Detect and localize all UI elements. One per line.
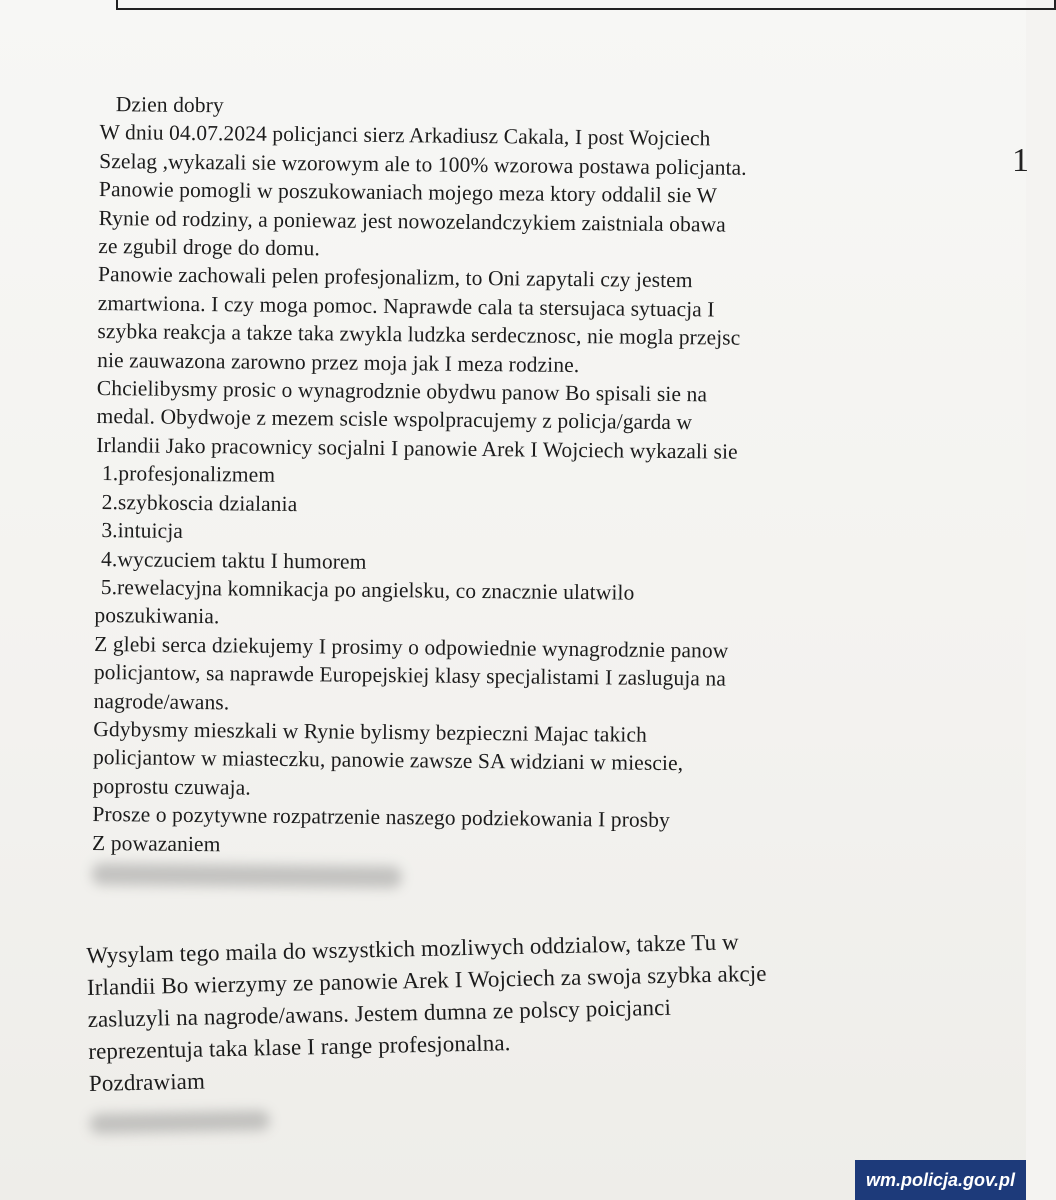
letter-list-item: 5.rewelacyjna komnikacja po angielsku, co znacznie ulatwilo xyxy=(100,574,635,605)
letter-line: nagrode/awans. xyxy=(93,688,230,714)
letter-body xyxy=(92,90,960,899)
watermark-logo: wm.policja.gov.pl xyxy=(855,1160,1026,1200)
letter-line: ze zgubil droge do domu. xyxy=(98,234,321,261)
note-closing: Pozdrawiam xyxy=(88,1068,206,1096)
letter-line: policjantow, sa naprawde Europejskiej klasy specjalistami I zasluguja na xyxy=(93,660,727,691)
letter-line: Rynie od rodziny, a poniewaz jest nowozelandczykiem zaistniala obawa xyxy=(98,205,726,237)
letter-line: Panowie pomogli w poszukowaniach mojego meza ktory oddalil sie W xyxy=(98,177,718,208)
letter-line: Szelag ,wykazali sie wzorowym ale to 100% wzorowa postawa policjanta. xyxy=(99,148,747,180)
forward-note xyxy=(86,922,970,1139)
letter-line: Chcielibysmy prosic o wynagrodznie obydwu panow Bo spisali sie na xyxy=(96,376,708,407)
redacted-signature xyxy=(92,863,402,888)
letter-list-item: 2.szybkoscia dzialania xyxy=(101,489,298,516)
letter-line: poprostu czuwaja. xyxy=(92,773,251,800)
letter-line: Irlandii Jako pracownicy socjalni I panowie Arek I Wojciech wykazali sie xyxy=(96,432,738,464)
redacted-signature xyxy=(90,1110,270,1134)
letter-line: Dzien dobry xyxy=(115,92,224,118)
note-line: Wysylam tego maila do wszystkich mozliwych oddzialow, takze Tu w xyxy=(86,929,739,968)
note-line: Irlandii Bo wierzymy ze panowie Arek I Wojciech za swoja szybka akcje xyxy=(86,960,767,1000)
note-line: reprezentuja taka klase I range profesjonalna. xyxy=(88,1030,511,1064)
letter-line: policjantow w miasteczku, panowie zawsze SA widziani w miescie, xyxy=(92,745,684,776)
letter-line: Prosze o pozytywne rozpatrzenie naszego podziekowania I prosby xyxy=(92,802,671,833)
edge-mark: 1 xyxy=(1012,142,1029,179)
letter-line: Z glebi serca dziekujemy I prosimy o odpowiednie wynagrodznie panow xyxy=(94,631,729,663)
letter-line: szybka reakcja a takze taka zwykla ludzka serdecznosc, nie mogla przejsc xyxy=(97,319,741,350)
note-line: zasluzyli na nagrode/awans. Jestem dumna ze polscy poicjanci xyxy=(87,994,672,1032)
letter-list-item: 4.wyczuciem taktu I humorem xyxy=(100,546,367,574)
letter-line: nie zauwazona zarowno przez moja jak I meza rodzine. xyxy=(97,347,580,377)
letter-line: medal. Obydwoje z mezem scisle wspolpracujemy z policja/garda w xyxy=(96,404,693,435)
top-frame-border xyxy=(116,0,1056,10)
letter-list-item: 3.intuicja xyxy=(101,518,184,543)
letter-line: W dniu 04.07.2024 policjanci sierz Arkadiusz Cakala, I post Wojciech xyxy=(99,120,711,151)
letter-line: Panowie zachowali pelen profesjonalizm, to Oni zapytali czy jestem xyxy=(97,262,693,293)
letter-line: Gdybysmy mieszkali w Rynie bylismy bezpieczni Majac takich xyxy=(93,716,648,747)
letter-line: zmartwiona. I czy moga pomoc. Naprawde cala ta stersujaca sytuacja I xyxy=(97,290,715,322)
letter-closing: Z powazaniem xyxy=(91,830,221,856)
letter-line: poszukiwania. xyxy=(94,603,220,629)
letter-list-item: 1.profesjonalizmem xyxy=(101,461,276,488)
